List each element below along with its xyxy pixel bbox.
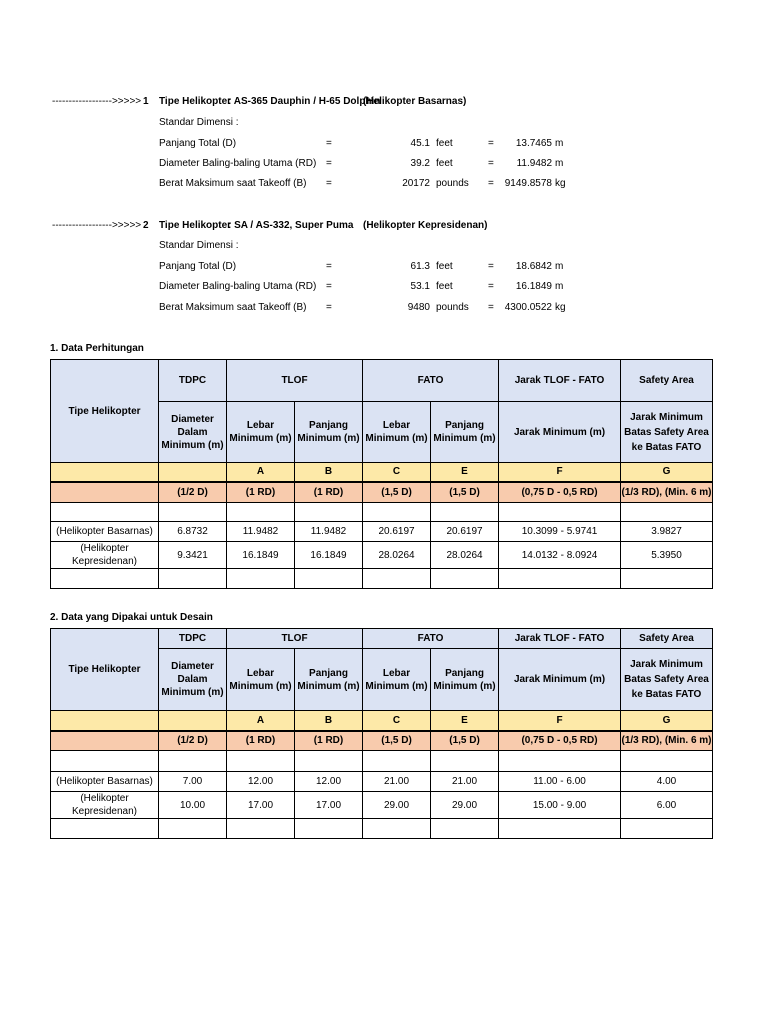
table-cell: 11.9482 — [295, 522, 363, 542]
unit-label: feet — [436, 158, 453, 169]
converted-value: 4300.0522 — [504, 302, 552, 313]
subheader-cell: Lebar Minimum (m) — [363, 402, 431, 463]
letter-cell — [51, 711, 159, 731]
subheader-cell: Jarak Minimum (m) — [499, 402, 621, 463]
table-cell: 10.00 — [159, 792, 227, 819]
helicopter-number: 2 — [143, 220, 149, 231]
formula-cell: (1/3 RD), (Min. 6 m) — [621, 731, 713, 751]
letter-cell: F — [499, 463, 621, 482]
type-label: Tipe Helikopter — [159, 220, 232, 231]
letter-cell: B — [295, 463, 363, 482]
subheader-cell: Lebar Minimum (m) — [227, 649, 295, 711]
table-cell: 28.0264 — [431, 542, 499, 569]
table-cell: 12.00 — [227, 772, 295, 792]
letter-cell — [51, 463, 159, 482]
formula-cell: (1 RD) — [227, 731, 295, 751]
subheader-cell: Jarak Minimum (m) — [499, 649, 621, 711]
table-row — [51, 542, 713, 569]
table-cell: 14.0132 - 8.0924 — [499, 542, 621, 569]
subheader-cell: Lebar Minimum (m) — [227, 402, 295, 463]
table-cell: 5.3950 — [621, 542, 713, 569]
unit-label: feet — [436, 261, 453, 272]
equals-sign: = — [326, 261, 332, 272]
empty-row — [51, 503, 713, 522]
converted-unit: m — [555, 281, 564, 292]
formula-cell: (1 RD) — [295, 731, 363, 751]
subheader-cell: Diameter Dalam Minimum (m) — [159, 649, 227, 711]
converted-value: 9149.8578 — [504, 178, 552, 189]
subheader-cell: Jarak Minimum Batas Safety Area ke Batas FATO — [621, 402, 713, 463]
dimension-label: Diameter Baling-baling Utama (RD) — [159, 281, 317, 292]
equals-sign: = — [326, 281, 332, 292]
feet-value: 20172 — [402, 178, 430, 189]
equals-sign: = — [326, 158, 332, 169]
table-cell: 21.00 — [363, 772, 431, 792]
feet-value: 9480 — [407, 302, 430, 313]
table-row — [51, 792, 713, 819]
feet-value: 61.3 — [410, 261, 430, 272]
arrow-marker: ------------------>>>>> — [52, 96, 142, 107]
unit-label: pounds — [436, 178, 469, 189]
converted-unit: m — [555, 158, 564, 169]
equals-sign: = — [326, 302, 332, 313]
table-cell: 17.00 — [295, 792, 363, 819]
equals-sign: = — [488, 178, 494, 189]
table-cell: 4.00 — [621, 772, 713, 792]
formula-cell: (1/2 D) — [159, 731, 227, 751]
subheader-cell: Diameter Dalam Minimum (m) — [159, 402, 227, 463]
dimension-label: Berat Maksimum saat Takeoff (B) — [159, 302, 307, 313]
feet-value: 39.2 — [410, 158, 430, 169]
feet-value: 45.1 — [410, 138, 430, 149]
converted-value: 18.6842 — [515, 261, 552, 272]
data-desain-table — [50, 628, 713, 839]
group-header-tlof: TLOF — [227, 360, 363, 402]
subheader-cell: Lebar Minimum (m) — [363, 649, 431, 711]
dimension-label: Panjang Total (D) — [159, 138, 237, 149]
converted-unit: kg — [555, 302, 566, 313]
table-cell: 20.6197 — [363, 522, 431, 542]
equals-sign: = — [488, 302, 494, 313]
letter-cell: B — [295, 711, 363, 731]
equals-sign: = — [326, 138, 332, 149]
table-row — [51, 522, 713, 542]
table-title: 2. Data yang Dipakai untuk Desain — [50, 612, 213, 623]
formula-cell: (1,5 D) — [363, 482, 431, 503]
group-header-safety-area: Safety Area — [621, 360, 713, 402]
table-cell: 17.00 — [227, 792, 295, 819]
letter-cell: G — [621, 463, 713, 482]
equals-sign: = — [488, 158, 494, 169]
letter-cell — [159, 463, 227, 482]
group-header-tlof: TLOF — [227, 629, 363, 649]
data-perhitungan-table — [50, 359, 713, 589]
formula-cell: (0,75 D - 0,5 RD) — [499, 731, 621, 751]
table-cell: 20.6197 — [431, 522, 499, 542]
standar-dimensi-label: Standar Dimensi : — [159, 117, 239, 128]
letter-cell — [159, 711, 227, 731]
letter-cell: F — [499, 711, 621, 731]
formula-cell: (1,5 D) — [363, 731, 431, 751]
table-cell: 10.3099 - 5.9741 — [499, 522, 621, 542]
subheader-cell: Panjang Minimum (m) — [295, 402, 363, 463]
converted-unit: m — [555, 138, 564, 149]
agency-label: (Helikopter Basarnas) — [363, 96, 467, 107]
letter-cell: A — [227, 463, 295, 482]
letter-cell: E — [431, 463, 499, 482]
table-cell: 15.00 - 9.00 — [499, 792, 621, 819]
table-cell: 16.1849 — [227, 542, 295, 569]
row-header-cell: Tipe Helikopter — [51, 629, 159, 711]
table-cell: 29.00 — [431, 792, 499, 819]
table-cell: 21.00 — [431, 772, 499, 792]
table-cell: 9.3421 — [159, 542, 227, 569]
group-header-tdpc: TDPC — [159, 629, 227, 649]
table-row — [51, 772, 713, 792]
table-cell: (Helikopter Basarnas) — [51, 522, 159, 542]
dimension-label: Berat Maksimum saat Takeoff (B) — [159, 178, 307, 189]
formula-cell — [51, 731, 159, 751]
converted-unit: kg — [555, 178, 566, 189]
converted-unit: m — [555, 261, 564, 272]
equals-sign: = — [326, 178, 332, 189]
equals-sign: = — [488, 261, 494, 272]
helicopter-number: 1 — [143, 96, 149, 107]
standar-dimensi-label: Standar Dimensi : — [159, 240, 239, 251]
table-cell: 6.00 — [621, 792, 713, 819]
subheader-cell: Jarak Minimum Batas Safety Area ke Batas FATO — [621, 649, 713, 711]
letter-cell: A — [227, 711, 295, 731]
table-cell: 11.00 - 6.00 — [499, 772, 621, 792]
feet-value: 53.1 — [410, 281, 430, 292]
table-cell: 16.1849 — [295, 542, 363, 569]
formula-row — [51, 731, 713, 751]
letters-row — [51, 463, 713, 482]
letters-row — [51, 711, 713, 731]
unit-label: pounds — [436, 302, 469, 313]
formula-cell: (1 RD) — [295, 482, 363, 503]
table-title: 1. Data Perhitungan — [50, 343, 144, 354]
group-header-tdpc: TDPC — [159, 360, 227, 402]
equals-sign: = — [488, 138, 494, 149]
formula-cell: (0,75 D - 0,5 RD) — [499, 482, 621, 503]
table-cell: 12.00 — [295, 772, 363, 792]
letter-cell: G — [621, 711, 713, 731]
table-cell: 7.00 — [159, 772, 227, 792]
subheader-cell: Panjang Minimum (m) — [431, 402, 499, 463]
type-value: : AS-365 Dauphin / H-65 Dolphin — [228, 96, 381, 107]
type-value: : SA / AS-332, Super Puma — [228, 220, 354, 231]
row-header-cell: Tipe Helikopter — [51, 360, 159, 463]
formula-row — [51, 482, 713, 503]
converted-value: 11.9482 — [516, 158, 552, 169]
empty-row — [51, 569, 713, 589]
group-header-safety-area: Safety Area — [621, 629, 713, 649]
formula-cell: (1 RD) — [227, 482, 295, 503]
empty-row — [51, 751, 713, 772]
empty-row — [51, 819, 713, 839]
equals-sign: = — [488, 281, 494, 292]
unit-label: feet — [436, 281, 453, 292]
letter-cell: C — [363, 463, 431, 482]
letter-cell: E — [431, 711, 499, 731]
group-header-jarak: Jarak TLOF - FATO — [499, 360, 621, 402]
agency-label: (Helikopter Kepresidenan) — [363, 220, 488, 231]
unit-label: feet — [436, 138, 453, 149]
table-cell: (Helikopter Basarnas) — [51, 772, 159, 792]
table-cell: 3.9827 — [621, 522, 713, 542]
subheader-cell: Panjang Minimum (m) — [295, 649, 363, 711]
formula-cell: (1/3 RD), (Min. 6 m) — [621, 482, 713, 503]
arrow-marker: ------------------>>>>> — [52, 220, 142, 231]
converted-value: 16.1849 — [515, 281, 552, 292]
formula-cell: (1,5 D) — [431, 731, 499, 751]
group-header-fato: FATO — [363, 629, 499, 649]
table-cell: 11.9482 — [227, 522, 295, 542]
formula-cell: (1,5 D) — [431, 482, 499, 503]
table-cell: (Helikopter Kepresidenan) — [51, 792, 159, 819]
letter-cell: C — [363, 711, 431, 731]
table-cell: 6.8732 — [159, 522, 227, 542]
formula-cell — [51, 482, 159, 503]
converted-value: 13.7465 — [515, 138, 552, 149]
subheader-cell: Panjang Minimum (m) — [431, 649, 499, 711]
group-header-jarak: Jarak TLOF - FATO — [499, 629, 621, 649]
table-cell: 29.00 — [363, 792, 431, 819]
group-header-fato: FATO — [363, 360, 499, 402]
formula-cell: (1/2 D) — [159, 482, 227, 503]
dimension-label: Panjang Total (D) — [159, 261, 237, 272]
table-cell: 28.0264 — [363, 542, 431, 569]
dimension-label: Diameter Baling-baling Utama (RD) — [159, 158, 317, 169]
table-cell: (Helikopter Kepresidenan) — [51, 542, 159, 569]
type-label: Tipe Helikopter — [159, 96, 232, 107]
